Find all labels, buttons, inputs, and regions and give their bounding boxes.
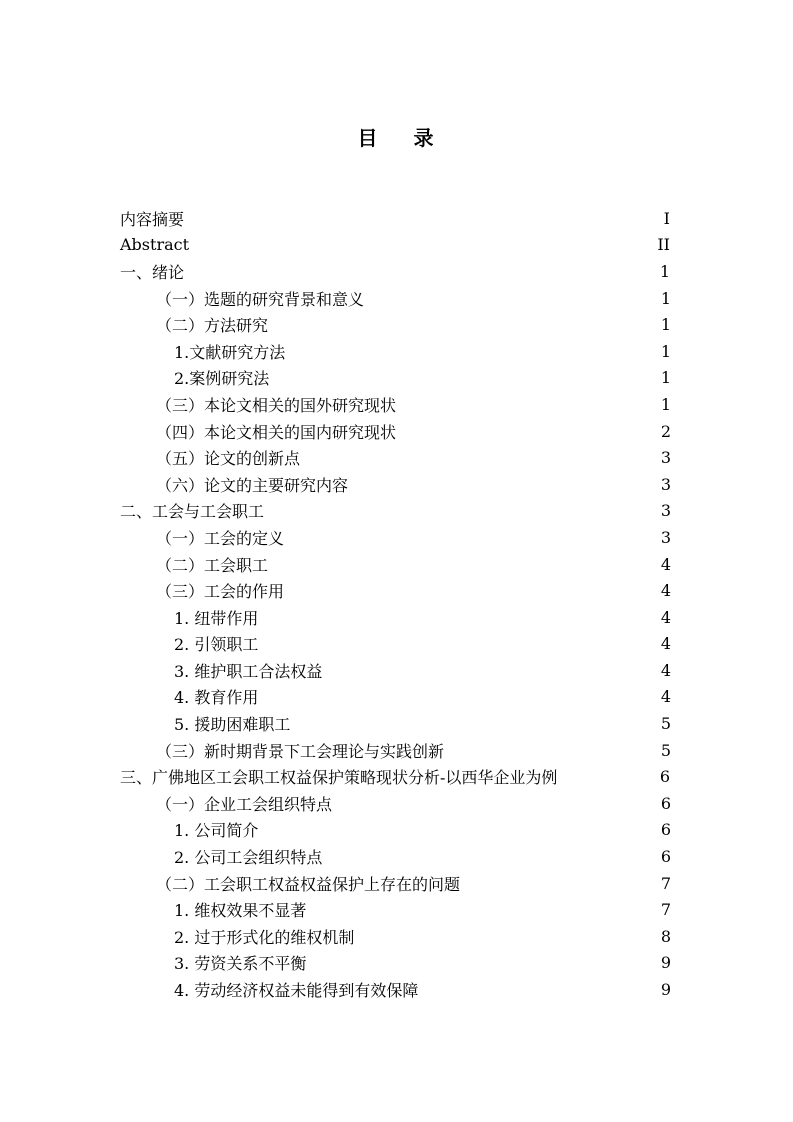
toc-entry-title: （二）工会职工 <box>156 555 269 575</box>
toc-entry-title: 1. 公司简介 <box>174 821 259 841</box>
toc-entry-title: （四）本论文相关的国内研究现状 <box>156 422 397 442</box>
toc-entry-page-number: 1 <box>660 368 671 388</box>
toc-entry[interactable] <box>120 338 671 365</box>
toc-entry-title: 2. 公司工会组织特点 <box>174 848 323 868</box>
toc-entry-title: 1. 维权效果不显著 <box>174 901 307 921</box>
toc-entry-title: 2. 引领职工 <box>174 635 259 655</box>
toc-entry-page-number: I <box>663 208 670 228</box>
toc-entry-page-number: 3 <box>660 474 671 494</box>
toc-entry-title: 5. 援助困难职工 <box>174 715 291 735</box>
toc-entry[interactable] <box>120 577 671 604</box>
toc-entry-page-number: 9 <box>660 980 671 1000</box>
toc-entry[interactable] <box>120 498 671 525</box>
toc-entry-page-number: 5 <box>660 714 671 734</box>
toc-entry[interactable] <box>120 657 671 684</box>
title-char-2: 录 <box>413 126 436 150</box>
toc-entry-page-number: 2 <box>660 421 671 441</box>
toc-entry-page-number: 7 <box>660 900 671 920</box>
toc-entry[interactable] <box>120 285 671 312</box>
toc-entry-page-number: 8 <box>660 926 671 946</box>
toc-entry-page-number: 1 <box>660 288 671 308</box>
toc-entry[interactable] <box>120 631 671 658</box>
toc-entry-page-number: 4 <box>660 581 671 601</box>
toc-entry[interactable] <box>120 524 671 551</box>
toc-entry-page-number: 4 <box>660 607 671 627</box>
table-of-contents <box>120 205 671 1003</box>
toc-entry-page-number: 3 <box>660 448 671 468</box>
toc-entry-title: 1. 纽带作用 <box>174 608 259 628</box>
toc-entry-title: 4. 教育作用 <box>174 688 259 708</box>
toc-entry-title: （二）工会职工权益权益保护上存在的问题 <box>156 874 461 894</box>
toc-entry-title: 2.案例研究法 <box>174 369 270 389</box>
toc-entry[interactable] <box>120 976 671 1003</box>
toc-entry-title: （五）论文的创新点 <box>156 449 301 469</box>
toc-entry-page-number: 4 <box>660 554 671 574</box>
toc-entry[interactable] <box>120 551 671 578</box>
toc-entry-page-number: 4 <box>660 660 671 680</box>
toc-entry-page-number: II <box>657 235 670 255</box>
toc-entry[interactable] <box>120 950 671 977</box>
toc-entry[interactable] <box>120 870 671 897</box>
toc-entry[interactable] <box>120 710 671 737</box>
toc-entry[interactable] <box>120 763 671 790</box>
toc-entry-page-number: 3 <box>660 501 671 521</box>
toc-entry-page-number: 6 <box>659 767 670 787</box>
toc-entry-title: （三）本论文相关的国外研究现状 <box>156 395 397 415</box>
toc-entry-page-number: 1 <box>659 261 670 281</box>
toc-entry[interactable] <box>120 418 671 445</box>
toc-entry-page-number: 1 <box>660 341 671 361</box>
toc-entry[interactable] <box>120 843 671 870</box>
toc-entry-title: 3. 维护职工合法权益 <box>174 661 323 681</box>
toc-entry-page-number: 1 <box>660 315 671 335</box>
toc-entry-title: （三）新时期背景下工会理论与实践创新 <box>156 741 445 761</box>
toc-entry-title: 一、绪论 <box>120 262 185 282</box>
toc-entry[interactable] <box>120 311 671 338</box>
toc-entry-page-number: 6 <box>660 793 671 813</box>
toc-entry-page-number: 4 <box>660 687 671 707</box>
toc-entry-title: （二）方法研究 <box>156 316 269 336</box>
toc-entry[interactable] <box>120 365 671 392</box>
toc-entry-title: （一）企业工会组织特点 <box>156 794 333 814</box>
toc-entry[interactable] <box>120 391 671 418</box>
toc-entry[interactable] <box>120 817 671 844</box>
toc-entry[interactable] <box>120 896 671 923</box>
toc-entry-title: （一）选题的研究背景和意义 <box>156 289 365 309</box>
toc-entry-page-number: 7 <box>660 873 671 893</box>
toc-entry[interactable] <box>120 471 671 498</box>
toc-entry-title: （六）论文的主要研究内容 <box>156 475 349 495</box>
toc-entry[interactable] <box>120 684 671 711</box>
toc-entry-page-number: 5 <box>660 740 671 760</box>
toc-entry-page-number: 3 <box>660 527 671 547</box>
toc-entry[interactable] <box>120 604 671 631</box>
page-title <box>0 122 793 151</box>
toc-entry-title: 二、工会与工会职工 <box>120 502 265 522</box>
toc-entry-page-number: 4 <box>660 634 671 654</box>
toc-entry[interactable] <box>120 737 671 764</box>
toc-entry-title: （一）工会的定义 <box>156 528 285 548</box>
toc-entry-page-number: 1 <box>660 394 671 414</box>
toc-entry[interactable] <box>120 232 671 259</box>
toc-entry[interactable] <box>120 790 671 817</box>
toc-entry-title: 1.文献研究方法 <box>174 342 286 362</box>
toc-entry-title: 内容摘要 <box>120 209 185 229</box>
toc-entry-title: 三、广佛地区工会职工权益保护策略现状分析-以西华企业为例 <box>120 768 558 788</box>
toc-entry-title: Abstract <box>120 235 190 255</box>
toc-entry[interactable] <box>120 258 671 285</box>
toc-entry-page-number: 9 <box>660 953 671 973</box>
toc-entry-page-number: 6 <box>660 847 671 867</box>
toc-entry-page-number: 6 <box>660 820 671 840</box>
toc-entry[interactable] <box>120 444 671 471</box>
toc-entry-title: 3. 劳资关系不平衡 <box>174 954 307 974</box>
toc-entry[interactable] <box>120 923 671 950</box>
toc-entry-title: 4. 劳动经济权益未能得到有效保障 <box>174 981 419 1001</box>
toc-entry-title: （三）工会的作用 <box>156 582 285 602</box>
title-char-1: 目 <box>357 126 380 150</box>
toc-entry[interactable] <box>120 205 671 232</box>
toc-entry-title: 2. 过于形式化的维权机制 <box>174 927 355 947</box>
